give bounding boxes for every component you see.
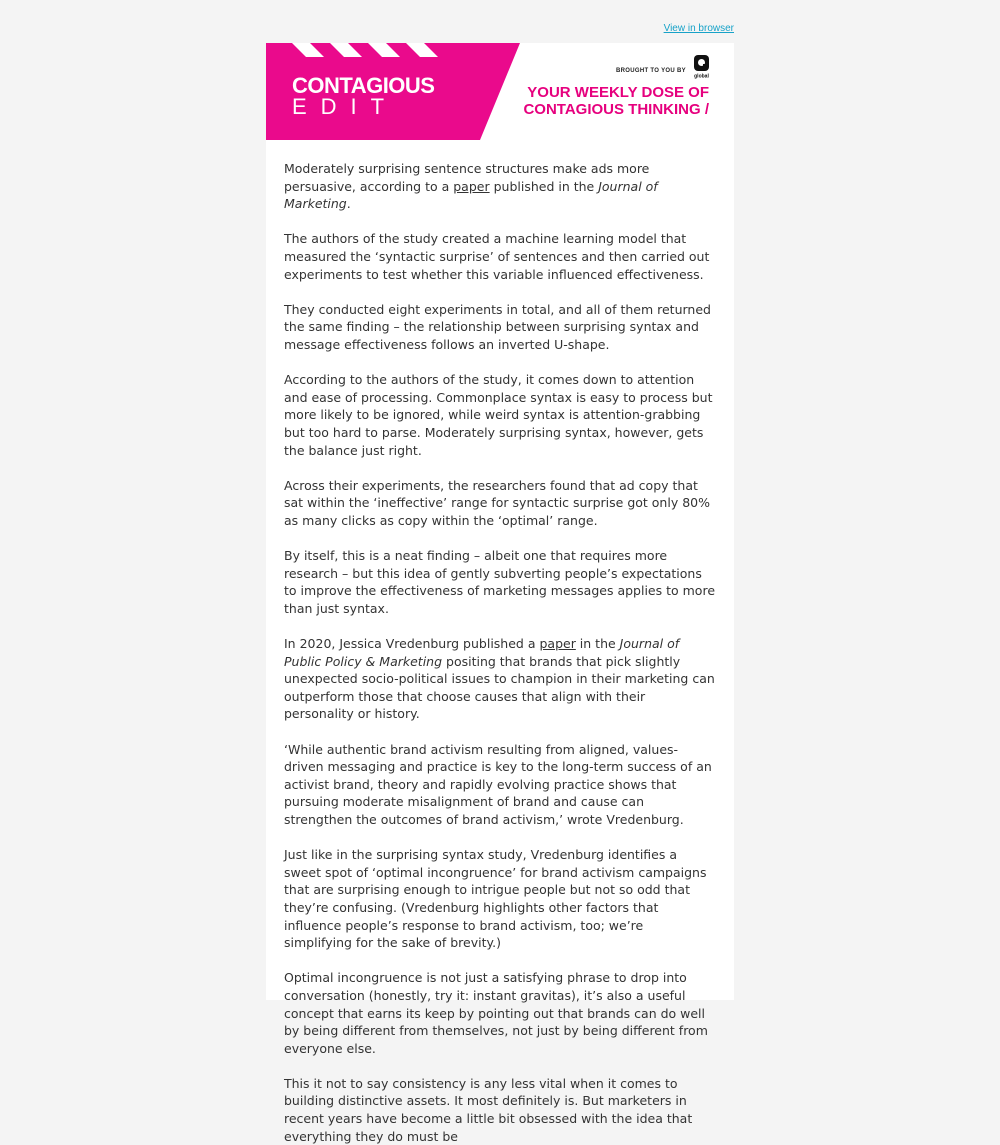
email-header <box>266 43 734 140</box>
paragraph: ‘While authentic brand activism resulting from aligned, values-driven messaging and practice is key to the long-term success of an activist brand, theory and rapidly evolving practice shows that pursuing moderate misalignment of brand and cause can strengthen the outcomes of brand activism,’ wrote Vredenburg. <box>284 741 712 827</box>
journal-name: Journal of Marketing <box>284 178 658 212</box>
paragraph <box>284 160 715 213</box>
paper-link[interactable]: paper <box>539 636 576 652</box>
journal-name: Journal of Public Policy & Marketing <box>284 636 680 669</box>
paragraph-text: published in the <box>489 178 599 194</box>
paper-link[interactable]: paper <box>453 178 490 194</box>
paragraph: Optimal incongruence is not just a satisfying phrase to drop into conversation (honestly, try it: instant gravitas), it’s also a useful concept that earns its keep by pointing out that brands can do well by being different from themselves, not just by being different from everyone else. <box>284 970 708 1056</box>
sponsor-name: global <box>694 73 709 80</box>
paragraph: By itself, this is a neat finding – albeit one that requires more research – but this idea of gently subverting people’s expectations to improve the effectiveness of marketing messages applies to more than just syntax. <box>284 548 716 616</box>
paragraph: This it not to say consistency is any less vital when it comes to building distinctive assets. It most definitely is. But marketers in recent years have become a little bit obsessed with the idea that everything they do must be <box>284 1075 693 1144</box>
tagline-line-2: CONTAGIOUS THINKING / <box>523 101 709 118</box>
email-container <box>266 43 734 1144</box>
paragraph-text: In 2020, Jessica Vredenburg published a <box>284 636 540 652</box>
logo-text-edit: EDIT <box>292 94 399 119</box>
paragraph-text: positing that brands that pick slightly unexpected socio-political issues to champion in their marketing can outperform those that choose causes that align with their personality or history. <box>284 653 715 722</box>
tagline-line-1: YOUR WEEKLY DOSE OF <box>527 84 709 101</box>
paragraph-text: in the <box>575 636 620 652</box>
paragraph-text: Moderately surprising sentence structures make ads more persuasive, according to a <box>284 161 650 194</box>
paragraph: Just like in the surprising syntax study, Vredenburg identifies a sweet spot of ‘optimal incongruence’ for brand activism campaigns that are surprising enough to intrigue people but not so odd that they’re confusing. (Vredenburg highlights other factors that influence people’s response to brand activism, too; we’re simplifying for the sake of brevity.) <box>284 847 707 951</box>
article-body <box>266 140 734 1145</box>
paragraph: They conducted eight experiments in total, and all of them returned the same finding – the relationship between surprising syntax and message effectiveness follows an inverted U-shape. <box>284 301 711 352</box>
brought-to-you-by-label: BROUGHT TO YOU BY <box>616 68 686 74</box>
paragraph-text: . <box>346 196 351 212</box>
view-in-browser-link[interactable]: View in browser <box>663 23 734 34</box>
paragraph <box>284 635 715 723</box>
tagline <box>496 84 709 118</box>
paragraph: According to the authors of the study, it comes down to attention and ease of processing. Commonplace syntax is easy to process but more likely to be ignored, while weird syntax is attention-grabbing but too hard to parse. Moderately surprising syntax, however, gets the balance just right. <box>284 372 713 458</box>
paragraph: Across their experiments, the researchers found that ad copy that sat within the ‘ineffective’ range for syntactic surprise got only 80% as many clicks as copy within the ‘optimal’ range. <box>284 477 710 528</box>
global-logo-icon[interactable] <box>693 55 711 79</box>
paragraph: The authors of the study created a machine learning model that measured the ‘syntactic surprise’ of sentences and then carried out experiments to test whether this variable influenced effectiveness. <box>284 231 710 282</box>
logo-text-contagious: CONTAGIOUS <box>292 73 435 98</box>
